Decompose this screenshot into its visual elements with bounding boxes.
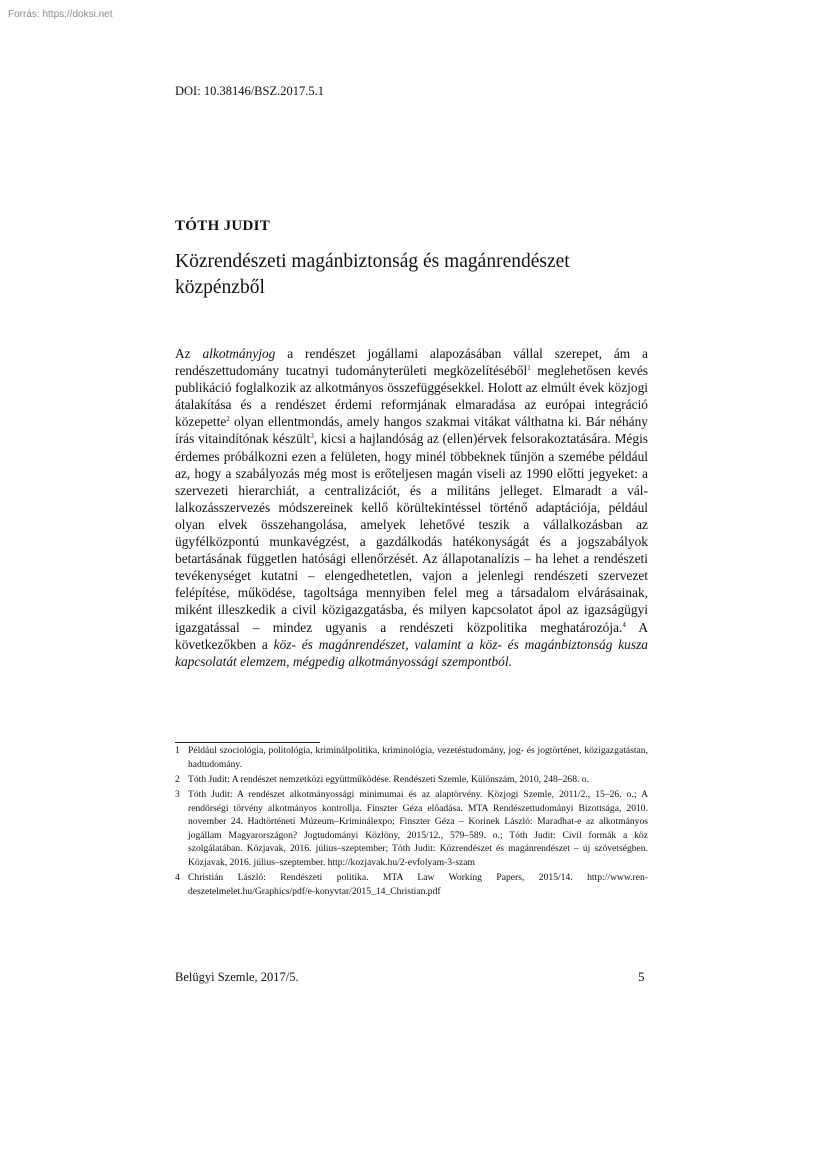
article-title: [175, 249, 655, 301]
footnote-number: 3: [175, 788, 180, 800]
body-text: , kicsi a hajlandóság az (ellen)érvek felsorakoztatására. Mégis érdemes próbálkozni ezen a felületen, hogy minél többeknek tűnjön a szemébe például az, hogy a szabályozás még most is erőteljesen magán viseli az 1990 előtti jegyeket: a szervezeti hierarchiát, a centralizációt, és a militáns jelleget. Elmaradt a vállalkozásszervezés módszereinek kellő körültekintéssel történő adaptációja, például olyan elvek összehangolása, amelyek lehetővé teszik a vállalkozásban az ügyfélközpontú munkavégzést, a gazdálkodás hatékonyságát és a jogszabályok betartásának független hatósági ellenőrzését. Az állapotanalízis – ha lehet a rendészeti tevékenységet kutatni – elengedhetetlen, vajon a jelenlegi rendészeti szervezet felépítése, működése, tagoltsága mennyiben felel meg a társadalom elvárásainak, miként illeszkedik a civil közigazgatásba, és milyen kapcsolatot ápol az igazságügyi igazgatással – mindez ugyanis a rendészeti közpolitika meghatározója.: [175, 431, 649, 635]
footnote-text: Tóth Judit: A rendészet alkotmányossági minimumai és az alaptörvény. Közjogi Szemle, 2011/2., 15–26. o.; A rendőrségi törvény alkotmányos kontrollja. Finszter Géza előadása. MTA Rendészettudományi Bizottsága, 2010. november 24. Hadtörténeti Múzeum–Kriminálexpo; Finszter Géza – Korinek László: Maradhat-e az alkotmányos jogállam Magyarországon? Jogtudományi Közlöny, 2015/12., 579–589. o.; Tóth Judit: Civil formák a köz szolgálatában. Közjavak, 2016. július–szeptember; Tóth Judit: Közrendészet és magánrendészet – új szövetségben. Közjavak, 2016. július–szeptember. http://kozjavak.hu/2-evfolyam-3-szam: [188, 788, 648, 868]
footnote-ref: 3: [310, 432, 314, 441]
body-text: a rendészet jogállami alapozásában vállal szerepet, ám a rendészettudomány tucatnyi tudományterületi megközelítéséből: [175, 346, 648, 379]
footnote: [175, 744, 648, 771]
body-text: A következőkben a: [175, 619, 649, 652]
footnote-number: 4: [175, 872, 180, 884]
source-watermark: Forrás: https://doksi.net: [8, 9, 113, 20]
body-text: Az: [175, 346, 203, 361]
title-line-2: közpénzből: [175, 277, 265, 298]
footnote-number: 2: [175, 773, 180, 785]
footnote: [175, 788, 648, 870]
footnote-text: Tóth Judit: A rendészet nemzetközi együttműködése. Rendészeti Szemle, Különszám, 2010, 248–268. o.: [188, 773, 589, 785]
body-text: meglehetősen kevés publikáció foglalkozik az alkotmányos összefüggésekkel. Holott az elmúlt évek közjogi átalakítása és a rendészet érdemi reformjának elmaradása az európai integráció közepette: [175, 363, 648, 430]
footnote-text: Christián László: Rendészeti politika. MTA Law Working Papers, 2015/14. http://www.rendeszetelmelet.hu/Graphics/pdf/e-konyvtar/2015_14_Christian.pdf: [188, 872, 648, 897]
doi: DOI: 10.38146/BSZ.2017.5.1: [175, 84, 324, 98]
footnote: [175, 773, 648, 787]
footnote-text: Például szociológia, politológia, kriminálpolitika, kriminológia, vezetéstudomány, jog- és jogtörténet, közigazgatástan, hadtudomány.: [188, 745, 648, 770]
body-emphasis: alkotmányjog: [202, 346, 276, 361]
page-number: 5: [638, 969, 645, 984]
footnote-ref: 4: [622, 620, 626, 629]
footnote-number: 1: [175, 745, 180, 756]
footnotes: [175, 744, 648, 900]
footnote-ref: 2: [226, 415, 230, 424]
title-line-1: Közrendészeti magánbiztonság és magánrendészet: [175, 251, 570, 272]
footnote: [175, 871, 648, 898]
author-name: TÓTH JUDIT: [175, 218, 271, 234]
body-text: olyan ellentmondás, amely hangos szakmai vitákat válthatna ki. Bár néhány írás vitaindítónak készült: [175, 414, 648, 447]
body-paragraph: [175, 345, 648, 670]
journal-footer: Belügyi Szemle, 2017/5.: [175, 970, 299, 984]
body-emphasis: köz- és magánrendészet, valamint a köz- és magánbiztonság kusza kapcsolatát elemzem, mégpedig alkotmányossági szempontból.: [175, 636, 648, 669]
footnote-separator: [175, 742, 320, 743]
footnote-ref: 1: [527, 364, 531, 373]
